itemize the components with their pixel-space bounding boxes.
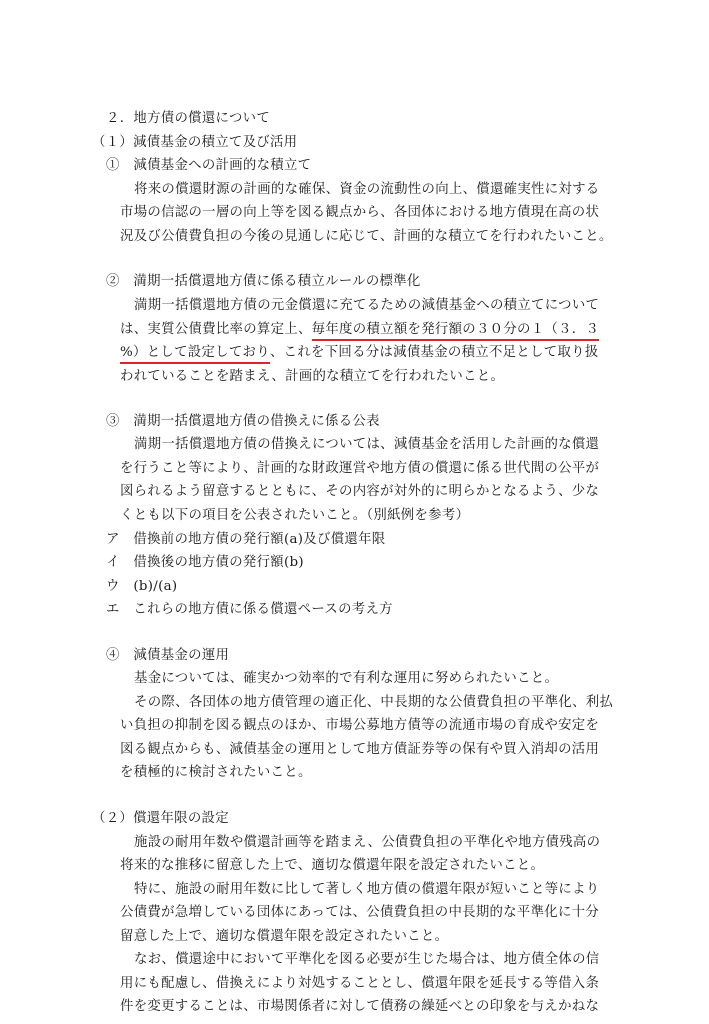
item-heading: ③ 満期一括償還地方債の借換えに係る公表 bbox=[106, 414, 380, 429]
section-heading: ２．地方債の償還について bbox=[106, 111, 271, 126]
paragraph-line: 将来の償還財源の計画的な確保、資金の流動性の向上、償還確実性に対する bbox=[134, 182, 600, 197]
item-heading: ① 減債基金への計画的な積立て bbox=[106, 158, 312, 173]
paragraph-line: その際、各団体の地方債管理の適正化、中長期的な公債費負担の平準化、利払 bbox=[134, 695, 614, 710]
paragraph-line: 市場の信認の一層の向上等を図る観点から、各団体における地方債現在高の状 bbox=[120, 205, 600, 220]
paragraph-line: 特に、施設の耐用年数に比して著しく地方債の償還年限が短いこと等により bbox=[134, 882, 600, 897]
underlined-text: 毎年度の積立額を発行額の３０分の１（３．３ bbox=[311, 322, 600, 337]
plain-text: 、これを下回る分は減債基金の積立不足として取り扱 bbox=[269, 345, 599, 360]
plain-text: は、実質公債費比率の算定上、 bbox=[120, 322, 312, 337]
list-item: イ 借換後の地方債の発行額(b) bbox=[106, 555, 304, 570]
subsection-heading: （２）償還年限の設定 bbox=[92, 811, 229, 826]
paragraph-line: を行うこと等により、計画的な財政運営や地方債の償還に係る世代間の公平が bbox=[120, 461, 600, 476]
paragraph-line: を積極的に検討されたいこと。 bbox=[120, 765, 312, 780]
paragraph-line: 況及び公債費負担の今後の見通しに応じて、計画的な積立てを行われたいこと。 bbox=[120, 229, 613, 244]
paragraph-line: 施設の耐用年数や償還計画等を踏まえ、公債費負担の平準化や地方債残高の bbox=[134, 835, 601, 850]
paragraph-line bbox=[120, 343, 599, 363]
paragraph-line: われていることを踏まえ、計画的な積立てを行われたいこと。 bbox=[120, 369, 505, 384]
list-item: ア 借換前の地方債の発行額(a)及び償還年限 bbox=[106, 532, 386, 547]
paragraph-line: 図られるよう留意するとともに、その内容が対外的に明らかとなるよう、少な bbox=[120, 484, 600, 499]
paragraph-line: 将来的な推移に留意した上で、適切な償還年限を設定されたいこと。 bbox=[120, 858, 545, 873]
subsection-heading: （１）減債基金の積立て及び活用 bbox=[92, 135, 298, 150]
paragraph-line: 公債費が急増している団体にあっては、公債費負担の中長期的な平準化に十分 bbox=[120, 905, 600, 920]
paragraph-line: 用にも配慮し、借換えにより対処することとし、償還年限を延長する等借入条 bbox=[120, 976, 600, 991]
underlined-text: %）として設定しており bbox=[120, 345, 270, 360]
paragraph-line: 基金については、確実かつ効率的で有利な運用に努められたいこと。 bbox=[134, 671, 559, 686]
item-heading: ② 満期一括償還地方債に係る積立ルールの標準化 bbox=[106, 274, 421, 289]
paragraph-line: い負担の抑制を図る観点のほか、市場公募地方債等の流通市場の育成や安定を bbox=[120, 718, 600, 733]
paragraph-line: 留意した上で、適切な償還年限を設定されたいこと。 bbox=[120, 929, 449, 944]
paragraph-line: 件を変更することは、市場関係者に対して債務の繰延べとの印象を与えかねな bbox=[120, 999, 600, 1014]
item-heading: ④ 減債基金の運用 bbox=[106, 648, 230, 663]
paragraph-line: なお、償還途中において平準化を図る必要が生じた場合は、地方債全体の信 bbox=[134, 952, 600, 967]
paragraph-line: 満期一括償還地方債の元金償還に充てるための減債基金への積立てについて bbox=[134, 298, 600, 313]
paragraph-line bbox=[120, 320, 599, 340]
paragraph-line: 図る観点からも、減債基金の運用として地方債証券等の保有や買入消却の活用 bbox=[120, 742, 600, 757]
list-item: ウ (b)/(a) bbox=[106, 579, 178, 594]
list-item: エ これらの地方債に係る償還ペースの考え方 bbox=[106, 602, 393, 617]
paragraph-line: 満期一括償還地方債の借換えについては、減債基金を活用した計画的な償還 bbox=[134, 437, 600, 452]
paragraph-line: くとも以下の項目を公表されたいこと。（別紙例を参考） bbox=[120, 508, 470, 523]
